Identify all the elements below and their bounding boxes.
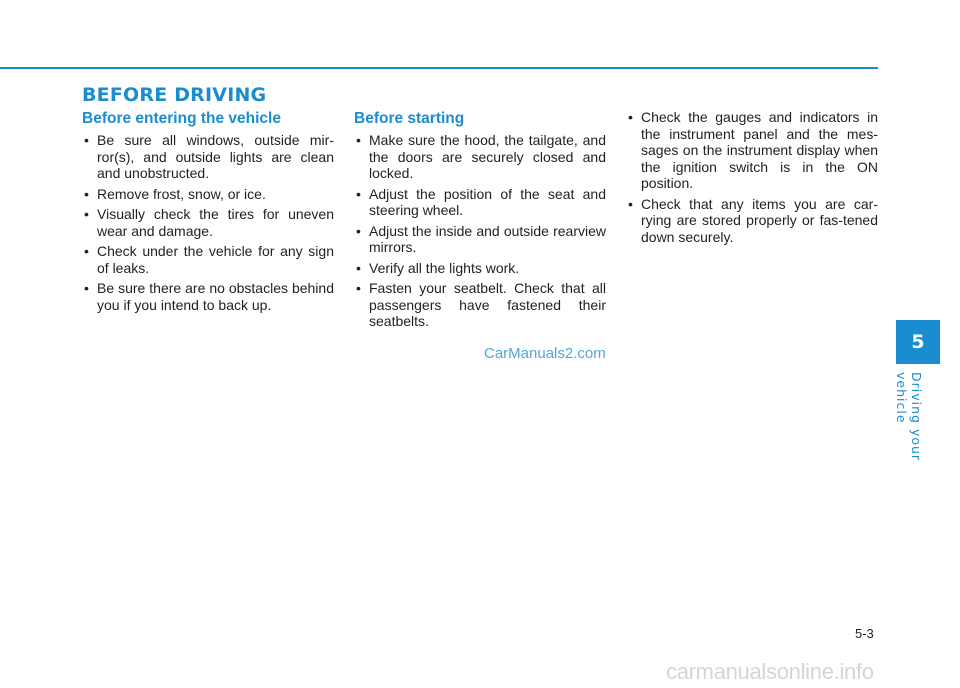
- watermark-carmanuals2: CarManuals2.com: [484, 345, 606, 362]
- list-item: • Check the gauges and indicators in the instrument panel and the mes-sages on the instrument display when the ignition switch is in the ON position.: [626, 109, 878, 192]
- list-item: • Verify all the lights work.: [354, 260, 606, 277]
- page-number: 5-3: [855, 626, 874, 641]
- section-title: BEFORE DRIVING: [82, 84, 267, 106]
- list-item: • Check that any items you are car-rying are stored properly or fas-tened down securely.: [626, 196, 878, 246]
- chapter-label: Driving your vehicle: [894, 372, 924, 462]
- header-rule: [0, 67, 878, 69]
- list-item: • Check under the vehicle for any sign of leaks.: [82, 243, 334, 276]
- list-item: • Adjust the position of the seat and steering wheel.: [354, 186, 606, 219]
- column-before-starting: [354, 110, 606, 334]
- list-item: • Visually check the tires for uneven wear and damage.: [82, 206, 334, 239]
- list-item: • Fasten your seatbelt. Check that all passengers have fastened their seatbelts.: [354, 280, 606, 330]
- chapter-number-tab: 5: [896, 320, 940, 364]
- heading-before-entering: Before entering the vehicle: [82, 110, 281, 127]
- checklist-continued: [626, 109, 878, 245]
- column-before-entering: [82, 110, 334, 317]
- checklist-before-entering: [82, 132, 334, 313]
- list-item: • Adjust the inside and outside rearview mirrors.: [354, 223, 606, 256]
- checklist-before-starting: [354, 132, 606, 330]
- list-item: • Be sure there are no obstacles behind you if you intend to back up.: [82, 280, 334, 313]
- list-item: • Remove frost, snow, or ice.: [82, 186, 334, 203]
- column-continued: [626, 109, 878, 249]
- list-item: • Make sure the hood, the tailgate, and the doors are securely closed and locked.: [354, 132, 606, 182]
- watermark-carmanualsonline: carmanualsonline.info: [666, 659, 874, 684]
- heading-before-starting: Before starting: [354, 110, 465, 127]
- list-item: • Be sure all windows, outside mir-ror(s), and outside lights are clean and unobstructed.: [82, 132, 334, 182]
